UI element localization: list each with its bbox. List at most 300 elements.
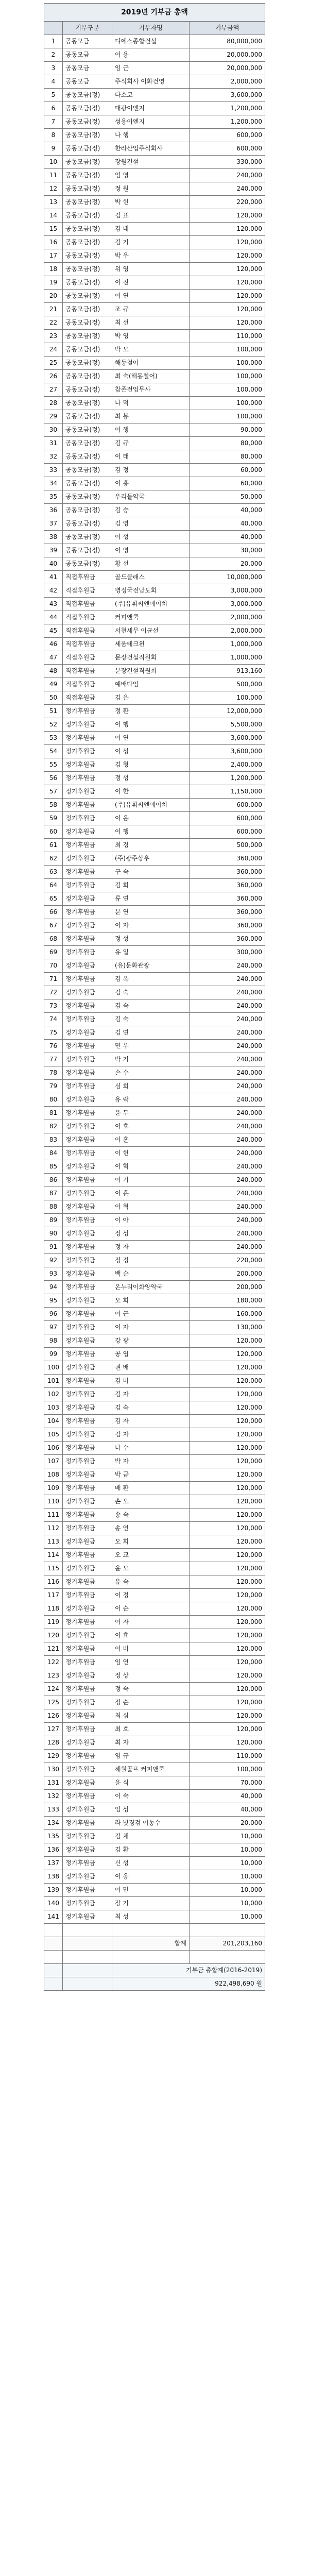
- row-amount: 360,000: [190, 906, 265, 919]
- row-amount: 120,000: [190, 1683, 265, 1696]
- row-number: 140: [44, 1897, 63, 1910]
- row-amount: 120,000: [190, 1602, 265, 1616]
- table-row: [44, 959, 265, 973]
- row-donor-name: 이 정: [112, 1589, 190, 1602]
- row-category: 정기후원금: [63, 933, 112, 946]
- row-category: 정기후원금: [63, 1509, 112, 1522]
- row-amount: 30,000: [190, 544, 265, 557]
- row-amount: 120,000: [190, 1535, 265, 1549]
- table-row: [44, 665, 265, 678]
- row-amount: 360,000: [190, 892, 265, 906]
- table-row: [44, 504, 265, 517]
- row-category: 정기후원금: [63, 1897, 112, 1910]
- row-donor-name: 김 숙: [112, 1401, 190, 1415]
- header-donor: 기부자명: [112, 22, 190, 35]
- row-category: 직접후원금: [63, 691, 112, 705]
- table-row: [44, 1870, 265, 1884]
- table-row: [44, 1348, 265, 1361]
- table-row: [44, 477, 265, 490]
- row-amount: 120,000: [190, 1669, 265, 1683]
- row-amount: 100,000: [190, 343, 265, 357]
- row-amount: 120,000: [190, 1428, 265, 1442]
- row-donor-name: 김 정: [112, 464, 190, 477]
- row-category: 공동모금(정): [63, 129, 112, 142]
- row-amount: 160,000: [190, 1308, 265, 1321]
- table-row: [44, 557, 265, 571]
- row-category: 정기후원금: [63, 1053, 112, 1066]
- row-amount: 240,000: [190, 1160, 265, 1174]
- row-amount: 600,000: [190, 129, 265, 142]
- row-number: 80: [44, 1093, 63, 1107]
- row-amount: 120,000: [190, 1629, 265, 1642]
- row-category: 직접후원금: [63, 651, 112, 665]
- table-row: [44, 156, 265, 169]
- total-row: [44, 1937, 265, 1951]
- row-category: 정기후원금: [63, 946, 112, 959]
- row-number: 141: [44, 1910, 63, 1924]
- table-row: [44, 852, 265, 866]
- row-number: 69: [44, 946, 63, 959]
- blank-cell: [63, 1924, 112, 1937]
- header-no: [44, 22, 63, 35]
- row-category: 공동모금: [63, 75, 112, 89]
- table-row: [44, 1026, 265, 1040]
- row-number: 114: [44, 1549, 63, 1562]
- row-amount: 220,000: [190, 196, 265, 209]
- row-category: 공동모금(정): [63, 223, 112, 236]
- row-category: 정기후원금: [63, 1616, 112, 1629]
- table-row: [44, 1013, 265, 1026]
- table-row: [44, 1830, 265, 1843]
- row-number: 87: [44, 1187, 63, 1200]
- row-donor-name: 이 홍: [112, 477, 190, 490]
- row-donor-name: 백 순: [112, 1267, 190, 1281]
- row-donor-name: 커피앤쿡: [112, 611, 190, 624]
- row-donor-name: 문장건설직원회: [112, 651, 190, 665]
- table-row: [44, 1468, 265, 1482]
- row-category: 정기후원금: [63, 1361, 112, 1375]
- row-donor-name: 정 숙: [112, 1683, 190, 1696]
- row-number: 109: [44, 1482, 63, 1495]
- row-donor-name: 최 성: [112, 1910, 190, 1924]
- row-amount: 120,000: [190, 223, 265, 236]
- row-amount: 120,000: [190, 1442, 265, 1455]
- row-number: 115: [44, 1562, 63, 1575]
- row-category: 정기후원금: [63, 772, 112, 785]
- row-donor-name: 오 희: [112, 1535, 190, 1549]
- row-amount: 40,000: [190, 1803, 265, 1817]
- row-donor-name: 김 환: [112, 1843, 190, 1857]
- row-donor-name: 이 기: [112, 1174, 190, 1187]
- row-amount: 120,000: [190, 1415, 265, 1428]
- row-category: 정기후원금: [63, 1602, 112, 1616]
- row-amount: 120,000: [190, 276, 265, 290]
- table-row: [44, 35, 265, 48]
- grand-total-value: 922,498,690 원: [112, 1977, 265, 1991]
- row-donor-name: 황 선: [112, 557, 190, 571]
- row-donor-name: 김 태: [112, 223, 190, 236]
- row-donor-name: 권 배: [112, 1361, 190, 1375]
- row-category: 정기후원금: [63, 1401, 112, 1415]
- table-row: [44, 1187, 265, 1200]
- row-donor-name: 이 훈: [112, 1187, 190, 1200]
- row-amount: 60,000: [190, 464, 265, 477]
- row-category: 정기후원금: [63, 1147, 112, 1160]
- table-row: [44, 343, 265, 357]
- row-amount: 120,000: [190, 1522, 265, 1535]
- row-number: 61: [44, 839, 63, 852]
- row-amount: 120,000: [190, 1562, 265, 1575]
- row-category: 정기후원금: [63, 1790, 112, 1803]
- row-donor-name: 강 광: [112, 1334, 190, 1348]
- table-row: [44, 1227, 265, 1241]
- row-donor-name: 임 성: [112, 1803, 190, 1817]
- blank-cell: [44, 1964, 63, 1977]
- row-donor-name: 골드클래스: [112, 571, 190, 584]
- table-row: [44, 75, 265, 89]
- row-amount: 10,000: [190, 1910, 265, 1924]
- table-row: [44, 290, 265, 303]
- row-donor-name: 이 아: [112, 1214, 190, 1227]
- row-donor-name: 이 행: [112, 423, 190, 437]
- row-amount: 120,000: [190, 1468, 265, 1482]
- blank-cell: [190, 1924, 265, 1937]
- row-donor-name: 임 영: [112, 169, 190, 182]
- row-amount: 120,000: [190, 1575, 265, 1589]
- row-amount: 3,000,000: [190, 584, 265, 598]
- row-donor-name: 김 기: [112, 236, 190, 249]
- table-row: [44, 1415, 265, 1428]
- row-donor-name: 이 음: [112, 812, 190, 825]
- header-row: [44, 22, 265, 35]
- row-donor-name: 김 자: [112, 1415, 190, 1428]
- table-row: [44, 651, 265, 665]
- row-category: 정기후원금: [63, 1696, 112, 1709]
- table-row: [44, 236, 265, 249]
- row-number: 138: [44, 1870, 63, 1884]
- row-donor-name: 조 규: [112, 303, 190, 316]
- row-category: 직접후원금: [63, 571, 112, 584]
- row-category: 공동모금(정): [63, 249, 112, 263]
- table-row: [44, 1696, 265, 1709]
- table-row: [44, 571, 265, 584]
- table-row: [44, 129, 265, 142]
- row-number: 98: [44, 1334, 63, 1348]
- row-donor-name: 김 미: [112, 1375, 190, 1388]
- row-number: 52: [44, 718, 63, 732]
- row-amount: 80,000,000: [190, 35, 265, 48]
- row-amount: 100,000: [190, 410, 265, 423]
- row-category: 공동모금(정): [63, 182, 112, 196]
- row-amount: 500,000: [190, 678, 265, 691]
- row-donor-name: 박 헌: [112, 196, 190, 209]
- row-donor-name: 다소코: [112, 89, 190, 102]
- row-donor-name: 임 연: [112, 1656, 190, 1669]
- table-row: [44, 1066, 265, 1080]
- row-donor-name: 유 락: [112, 1093, 190, 1107]
- row-amount: 240,000: [190, 986, 265, 999]
- table-row: [44, 249, 265, 263]
- table-row: [44, 62, 265, 75]
- row-number: 24: [44, 343, 63, 357]
- row-amount: 120,000: [190, 1642, 265, 1656]
- row-donor-name: 김 형: [112, 758, 190, 772]
- row-category: 정기후원금: [63, 973, 112, 986]
- row-donor-name: 이 헌: [112, 1147, 190, 1160]
- row-number: 101: [44, 1375, 63, 1388]
- row-category: 공동모금(정): [63, 370, 112, 383]
- table-row: [44, 1669, 265, 1683]
- row-number: 33: [44, 464, 63, 477]
- row-number: 55: [44, 758, 63, 772]
- row-category: 정기후원금: [63, 1562, 112, 1575]
- row-amount: 500,000: [190, 839, 265, 852]
- table-row: [44, 383, 265, 397]
- row-amount: 220,000: [190, 1254, 265, 1267]
- row-category: 직접후원금: [63, 598, 112, 611]
- table-row: [44, 450, 265, 464]
- row-number: 11: [44, 169, 63, 182]
- row-amount: 120,000: [190, 1549, 265, 1562]
- table-row: [44, 276, 265, 290]
- table-row: [44, 611, 265, 624]
- row-donor-name: 임 규: [112, 1750, 190, 1763]
- row-donor-name: 박 우: [112, 249, 190, 263]
- table-row: [44, 303, 265, 316]
- row-number: 77: [44, 1053, 63, 1066]
- row-donor-name: 윤 두: [112, 1107, 190, 1120]
- row-number: 37: [44, 517, 63, 531]
- row-category: 정기후원금: [63, 1709, 112, 1723]
- row-amount: 80,000: [190, 450, 265, 464]
- donation-table: [44, 3, 265, 1991]
- table-row: [44, 1575, 265, 1589]
- row-donor-name: 이 자: [112, 1616, 190, 1629]
- table-row: [44, 1294, 265, 1308]
- row-amount: 120,000: [190, 290, 265, 303]
- row-category: 정기후원금: [63, 1040, 112, 1053]
- table-row: [44, 999, 265, 1013]
- row-donor-name: 김 숙: [112, 1013, 190, 1026]
- table-row: [44, 879, 265, 892]
- table-row: [44, 1495, 265, 1509]
- row-category: 정기후원금: [63, 1200, 112, 1214]
- row-category: 공동모금(정): [63, 236, 112, 249]
- row-amount: 240,000: [190, 1120, 265, 1133]
- row-category: 정기후원금: [63, 1642, 112, 1656]
- row-category: 정기후원금: [63, 799, 112, 812]
- row-donor-name: 김 자: [112, 1428, 190, 1442]
- row-number: 57: [44, 785, 63, 799]
- row-category: 정기후원금: [63, 1241, 112, 1254]
- table-row: [44, 316, 265, 330]
- row-donor-name: 이 호: [112, 1120, 190, 1133]
- row-donor-name: 나 수: [112, 1442, 190, 1455]
- row-number: 94: [44, 1281, 63, 1294]
- row-number: 128: [44, 1736, 63, 1750]
- row-donor-name: (유)문화관광: [112, 959, 190, 973]
- table-row: [44, 1133, 265, 1147]
- table-row: [44, 1442, 265, 1455]
- row-category: 정기후원금: [63, 1294, 112, 1308]
- row-category: 정기후원금: [63, 1589, 112, 1602]
- table-row: [44, 1080, 265, 1093]
- row-number: 12: [44, 182, 63, 196]
- row-amount: 10,000: [190, 1897, 265, 1910]
- row-amount: 913,160: [190, 665, 265, 678]
- row-number: 60: [44, 825, 63, 839]
- row-category: 정기후원금: [63, 785, 112, 799]
- row-amount: 360,000: [190, 933, 265, 946]
- table-row: [44, 638, 265, 651]
- row-amount: 120,000: [190, 209, 265, 223]
- row-category: 정기후원금: [63, 1884, 112, 1897]
- row-donor-name: 김 옥: [112, 973, 190, 986]
- table-row: [44, 892, 265, 906]
- row-number: 3: [44, 62, 63, 75]
- row-donor-name: 이 효: [112, 1629, 190, 1642]
- row-donor-name: 이 숙: [112, 1790, 190, 1803]
- row-number: 96: [44, 1308, 63, 1321]
- row-amount: 360,000: [190, 879, 265, 892]
- row-donor-name: 유 숙: [112, 1575, 190, 1589]
- row-number: 43: [44, 598, 63, 611]
- row-amount: 600,000: [190, 142, 265, 156]
- row-donor-name: 정 원: [112, 182, 190, 196]
- total-label: 합계: [112, 1937, 190, 1951]
- row-number: 120: [44, 1629, 63, 1642]
- row-category: 정기후원금: [63, 1683, 112, 1696]
- row-donor-name: 이 훈: [112, 1133, 190, 1147]
- header-category: 기부구분: [63, 22, 112, 35]
- row-amount: 240,000: [190, 999, 265, 1013]
- row-number: 132: [44, 1790, 63, 1803]
- row-amount: 120,000: [190, 1723, 265, 1736]
- row-category: 정기후원금: [63, 705, 112, 718]
- row-donor-name: 이 자: [112, 1321, 190, 1334]
- row-category: 공동모금(정): [63, 303, 112, 316]
- row-number: 104: [44, 1415, 63, 1428]
- row-category: 정기후원금: [63, 1629, 112, 1642]
- sheet-title: 2019년 기부금 총액: [44, 4, 265, 22]
- row-number: 121: [44, 1642, 63, 1656]
- row-donor-name: 이 자: [112, 919, 190, 933]
- row-number: 70: [44, 959, 63, 973]
- row-category: 정기후원금: [63, 959, 112, 973]
- row-number: 8: [44, 129, 63, 142]
- row-number: 92: [44, 1254, 63, 1267]
- row-amount: 600,000: [190, 825, 265, 839]
- table-row: [44, 410, 265, 423]
- row-number: 108: [44, 1468, 63, 1482]
- row-amount: 120,000: [190, 1348, 265, 1361]
- table-row: [44, 370, 265, 383]
- row-amount: 120,000: [190, 1495, 265, 1509]
- row-amount: 120,000: [190, 1388, 265, 1401]
- row-amount: 80,000: [190, 437, 265, 450]
- row-amount: 120,000: [190, 1656, 265, 1669]
- table-row: [44, 1723, 265, 1736]
- table-row: [44, 919, 265, 933]
- row-category: 정기후원금: [63, 1375, 112, 1388]
- row-donor-name: (주)유휘씨엔에이치: [112, 799, 190, 812]
- table-row: [44, 263, 265, 276]
- row-category: 공동모금(정): [63, 169, 112, 182]
- row-category: 정기후원금: [63, 1495, 112, 1509]
- row-category: 정기후원금: [63, 1013, 112, 1026]
- row-donor-name: 이 태: [112, 450, 190, 464]
- row-donor-name: 윤 식: [112, 1776, 190, 1790]
- row-category: 정기후원금: [63, 1750, 112, 1763]
- row-category: 정기후원금: [63, 1267, 112, 1281]
- row-donor-name: 이 비: [112, 1642, 190, 1656]
- row-category: 정기후원금: [63, 1803, 112, 1817]
- table-row: [44, 1120, 265, 1133]
- row-category: 공동모금(정): [63, 102, 112, 115]
- row-amount: 240,000: [190, 973, 265, 986]
- row-category: 정기후원금: [63, 1830, 112, 1843]
- row-number: 111: [44, 1509, 63, 1522]
- row-amount: 1,000,000: [190, 638, 265, 651]
- row-amount: 2,000,000: [190, 611, 265, 624]
- row-number: 68: [44, 933, 63, 946]
- table-row: [44, 785, 265, 799]
- row-donor-name: 최 선: [112, 316, 190, 330]
- table-row: [44, 1281, 265, 1294]
- row-category: 정기후원금: [63, 986, 112, 999]
- row-category: 공동모금(정): [63, 343, 112, 357]
- row-number: 65: [44, 892, 63, 906]
- row-donor-name: 나 덕: [112, 397, 190, 410]
- row-category: 정기후원금: [63, 1522, 112, 1535]
- row-donor-name: 김 숙: [112, 986, 190, 999]
- row-donor-name: 최 자: [112, 1736, 190, 1750]
- row-number: 13: [44, 196, 63, 209]
- row-number: 100: [44, 1361, 63, 1375]
- row-amount: 3,600,000: [190, 732, 265, 745]
- row-number: 72: [44, 986, 63, 999]
- row-category: 정기후원금: [63, 852, 112, 866]
- row-category: 공동모금(정): [63, 290, 112, 303]
- row-donor-name: 이 혁: [112, 1200, 190, 1214]
- grand-total-label-row: [44, 1964, 265, 1977]
- row-amount: 40,000: [190, 531, 265, 544]
- row-donor-name: 김 희: [112, 879, 190, 892]
- row-amount: 240,000: [190, 1053, 265, 1066]
- row-number: 116: [44, 1575, 63, 1589]
- row-category: 정기후원금: [63, 758, 112, 772]
- row-category: 공동모금(정): [63, 531, 112, 544]
- row-donor-name: 한라산업주식회사: [112, 142, 190, 156]
- row-amount: 120,000: [190, 1509, 265, 1522]
- row-number: 38: [44, 531, 63, 544]
- row-donor-name: 이 한: [112, 785, 190, 799]
- table-row: [44, 357, 265, 370]
- table-row: [44, 678, 265, 691]
- row-amount: 110,000: [190, 1750, 265, 1763]
- row-donor-name: 주식회사 이화건영: [112, 75, 190, 89]
- row-amount: 240,000: [190, 1133, 265, 1147]
- row-amount: 70,000: [190, 1776, 265, 1790]
- row-amount: 90,000: [190, 423, 265, 437]
- row-amount: 240,000: [190, 1013, 265, 1026]
- row-amount: 120,000: [190, 303, 265, 316]
- row-amount: 240,000: [190, 182, 265, 196]
- row-category: 직접후원금: [63, 624, 112, 638]
- row-amount: 240,000: [190, 1241, 265, 1254]
- row-amount: 330,000: [190, 156, 265, 169]
- row-number: 23: [44, 330, 63, 343]
